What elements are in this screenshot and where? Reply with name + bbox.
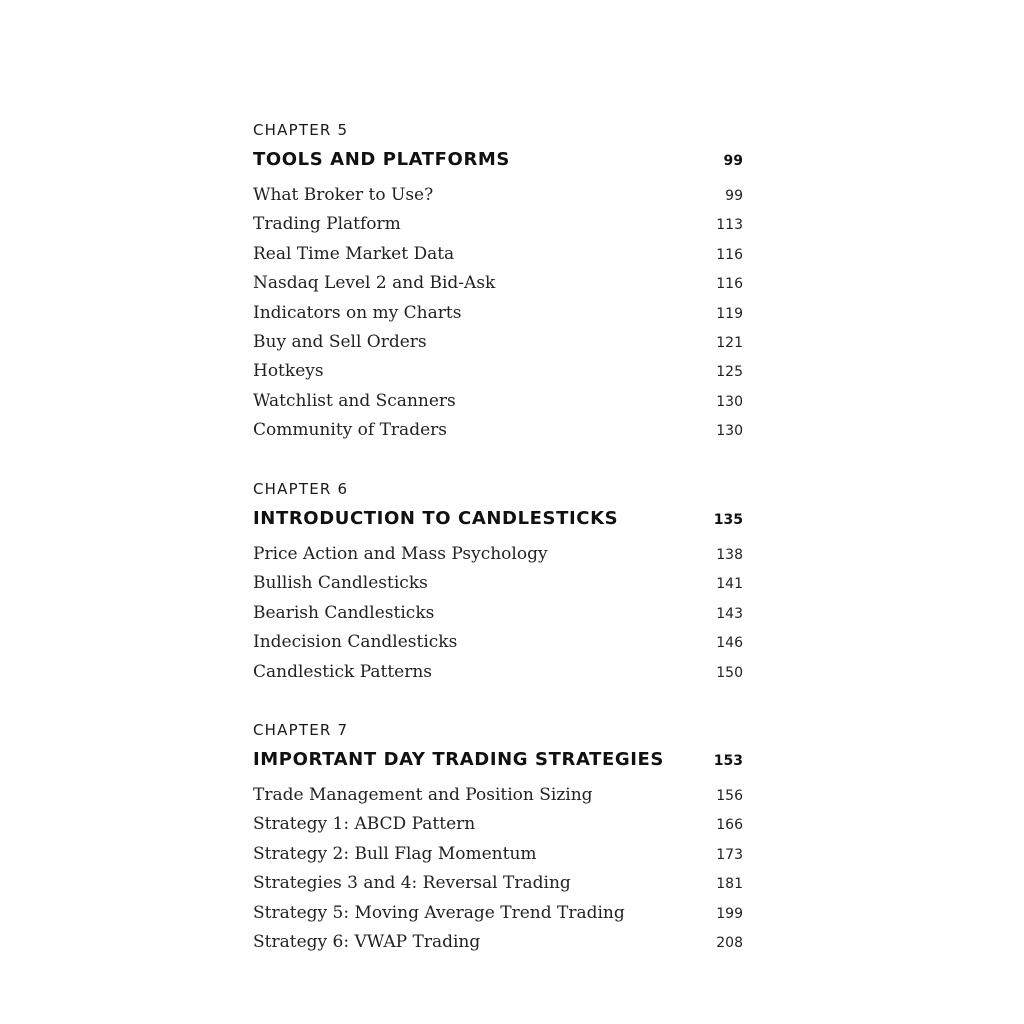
entry-title: Strategy 5: Moving Average Trend Trading [253,902,625,923]
entry-title: Community of Traders [253,420,447,441]
entry-title: Buy and Sell Orders [253,331,427,352]
entry-page-number: 208 [716,934,743,951]
entry-page-number: 156 [716,788,743,804]
chapter-page-number: 135 [713,512,743,528]
entry-title: Strategy 6: VWAP Trading [253,931,481,952]
chapter-5 [253,120,743,450]
chapter-label: CHAPTER 6 [253,480,349,498]
toc-entry[interactable] [253,814,743,843]
toc-entry[interactable] [253,632,743,661]
entry-title: Bullish Candlesticks [253,573,428,594]
chapter-label: CHAPTER 5 [253,121,349,139]
entry-title: Trading Platform [253,214,401,235]
entry-title: Strategies 3 and 4: Reversal Trading [253,873,571,894]
chapter-page-number: 153 [713,753,743,769]
chapter-title: INTRODUCTION TO CANDLESTICKS [253,508,619,529]
toc-entry[interactable] [253,332,743,361]
toc-entry[interactable] [253,420,743,449]
entry-title: Bearish Candlesticks [253,602,435,623]
entry-title: Real Time Market Data [253,243,455,264]
entry-page-number: 141 [716,576,743,593]
entry-page-number: 119 [716,305,743,322]
toc-entry[interactable] [253,214,743,243]
entry-title: Candlestick Patterns [253,661,433,682]
entry-page-number: 143 [716,605,743,622]
entry-page-number: 130 [716,393,743,410]
entry-page-number: 113 [716,217,743,234]
entry-page-number: 138 [716,547,743,563]
chapter-6 [253,479,743,691]
toc-entry[interactable] [253,303,743,332]
chapter-title: IMPORTANT DAY TRADING STRATEGIES [253,749,664,770]
entry-title: Indecision Candlesticks [253,632,458,653]
entry-page-number: 125 [716,364,743,381]
toc-entry[interactable] [253,932,743,961]
entry-page-number: 116 [716,276,743,293]
entry-page-number: 199 [716,905,743,922]
chapter-entries [253,185,743,450]
chapter-heading[interactable] [253,508,743,536]
toc-entry[interactable] [253,244,743,273]
toc-entry[interactable] [253,873,743,902]
chapter-title: TOOLS AND PLATFORMS [253,149,510,170]
entry-page-number: 150 [716,664,743,681]
entry-title: Nasdaq Level 2 and Bid-Ask [253,273,496,294]
toc-entry[interactable] [253,662,743,691]
entry-title: Indicators on my Charts [253,302,462,323]
entry-page-number: 146 [716,635,743,652]
chapter-heading[interactable] [253,749,743,777]
entry-title: Watchlist and Scanners [253,390,456,411]
entry-title: Trade Management and Position Sizing [253,785,593,805]
toc-entry[interactable] [253,273,743,302]
entry-title: Strategy 1: ABCD Pattern [253,814,476,835]
entry-page-number: 116 [716,246,743,263]
toc-entry[interactable] [253,361,743,390]
toc-entry[interactable] [253,903,743,932]
chapter-page-number: 99 [723,153,743,169]
toc-entry[interactable] [253,573,743,602]
entry-title: What Broker to Use? [253,185,434,205]
chapter-label: CHAPTER 7 [253,721,349,739]
chapter-heading[interactable] [253,149,743,177]
entry-title: Strategy 2: Bull Flag Momentum [253,843,537,864]
entry-page-number: 181 [716,876,743,893]
toc-entry[interactable] [253,391,743,420]
toc-entry[interactable] [253,185,743,214]
entry-page-number: 173 [716,846,743,863]
toc-entry[interactable] [253,544,743,573]
chapter-7 [253,720,743,961]
entry-page-number: 130 [716,423,743,440]
chapter-entries [253,544,743,691]
toc-entry[interactable] [253,844,743,873]
toc-entry[interactable] [253,785,743,814]
entry-page-number: 121 [716,334,743,351]
entry-page-number: 166 [716,817,743,834]
chapter-entries [253,785,743,961]
entry-page-number: 99 [725,188,743,204]
toc-entry[interactable] [253,603,743,632]
entry-title: Hotkeys [253,361,324,382]
entry-title: Price Action and Mass Psychology [253,544,548,564]
